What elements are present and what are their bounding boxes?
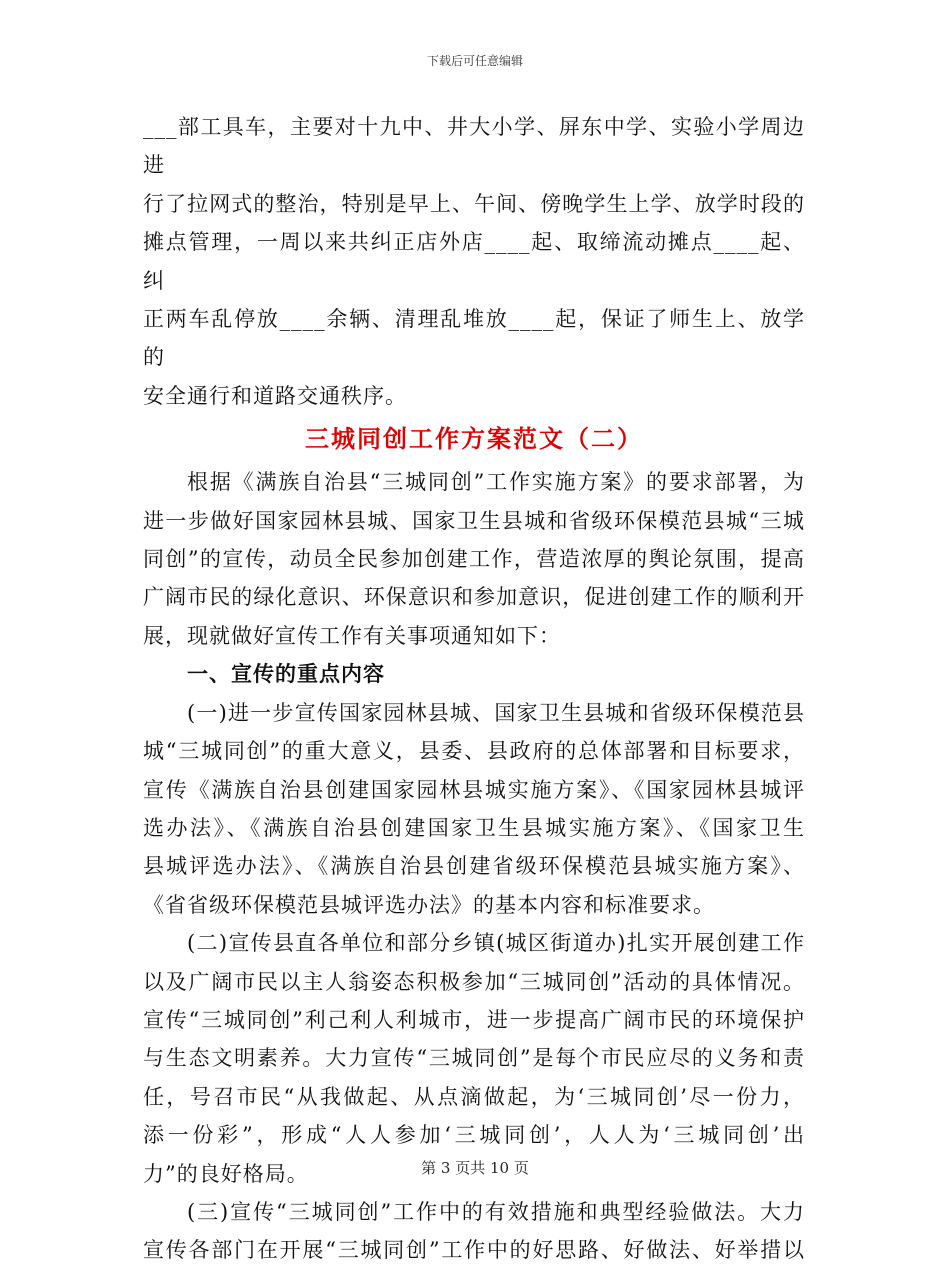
text-line: ___部工具车，主要对十九中、井大小学、屏东中学、实验小学周边进	[143, 115, 805, 178]
document-body	[143, 108, 805, 1270]
text-line: 以及广阔市民以主人翁姿态积极参加“三城同创”活动的具体情况。	[143, 969, 805, 994]
text-line: 与生态文明素养。大力宣传“三城同创”是每个市民应尽的义务和责	[143, 1046, 805, 1071]
text-line: 任，号召市民“从我做起、从点滴做起，为‘三城同创’尽一份力，	[143, 1084, 805, 1109]
section-title: 三城同创工作方案范文（二）	[305, 424, 643, 454]
text-line: 根据《满族自治县“三城同创”工作实施方案》的要求部署，为	[187, 470, 805, 495]
text-line: 宣传各部门在开展“三城同创”工作中的好思路、好做法、好举措以	[143, 1238, 805, 1263]
text-line: 广阔市民的绿化意识、环保意识和参加意识，促进创建工作的顺利开	[143, 585, 805, 610]
text-line: 力”的良好格局。	[143, 1161, 309, 1186]
text-line: (二)宣传县直各单位和部分乡镇(城区街道办)扎实开展创建工作	[187, 931, 805, 956]
text-line: 县城评选办法》、《满族自治县创建省级环保模范县城实施方案》、	[143, 854, 805, 879]
text-line: 选办法》、《满族自治县创建国家卫生县城实施方案》、《国家卫生	[143, 815, 805, 840]
text-line: 城“三城同创”的重大意义，县委、县政府的总体部署和目标要求，	[143, 739, 805, 764]
text-line: 展，现就做好宣传工作有关事项通知如下：	[143, 623, 561, 648]
text-line: (三)宣传“三城同创”工作中的有效措施和典型经验做法。大力	[187, 1199, 805, 1224]
page-footer: 第 3 页共 10 页	[421, 1159, 529, 1177]
text-line: 正两车乱停放____余辆、清理乱堆放____起，保证了师生上、放学的	[143, 307, 805, 370]
text-line: 安全通行和道路交通秩序。	[143, 383, 407, 408]
text-line: (一)进一步宣传国家园林县城、国家卫生县城和省级环保模范县	[187, 700, 805, 725]
text-line: 同创”的宣传，动员全民参加创建工作，营造浓厚的舆论氛围，提高	[143, 547, 805, 572]
text-line: 宣传“三城同创”利己利人利城市，进一步提高广阔市民的环境保护	[143, 1007, 805, 1032]
text-line: 《省省级环保模范县城评选办法》的基本内容和标准要求。	[143, 892, 715, 917]
page-header: 下载后可任意编辑	[426, 54, 523, 68]
subsection-heading: 一、宣传的重点内容	[187, 661, 385, 687]
text-line: 宣传《满族自治县创建国家园林县城实施方案》、《国家园林县城评	[143, 777, 805, 802]
text-line: 摊点管理，一周以来共纠正店外店____起、取缔流动摊点____起、纠	[143, 230, 805, 293]
text-line: 添一份彩”，形成“人人参加‘三城同创’，人人为‘三城同创’出	[143, 1123, 805, 1148]
text-line: 进一步做好国家园林县城、国家卫生县城和省级环保模范县城“三城	[143, 508, 805, 533]
text-line: 行了拉网式的整治，特别是早上、午间、傍晚学生上学、放学时段的	[143, 191, 805, 216]
